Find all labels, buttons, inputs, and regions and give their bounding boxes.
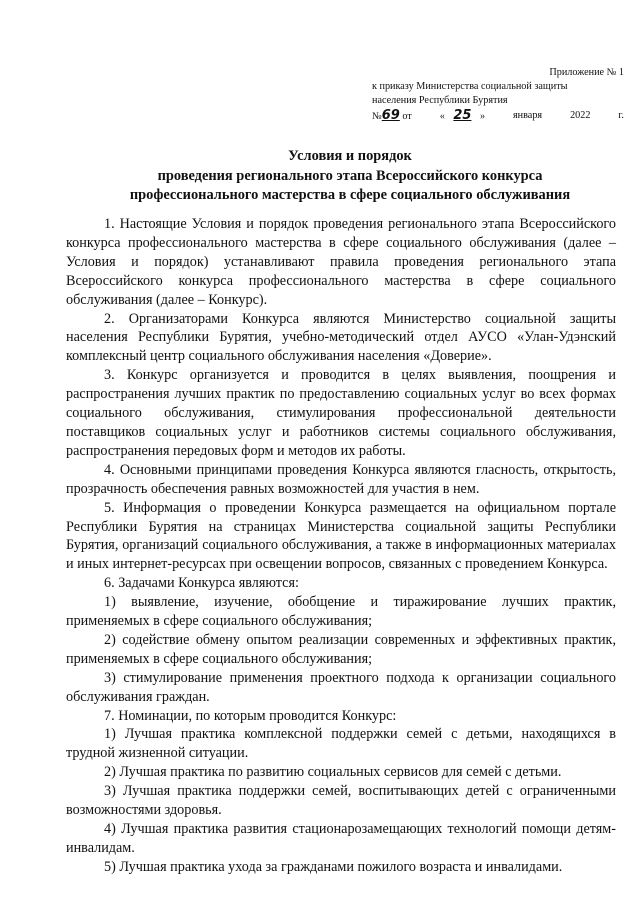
appendix-block bbox=[372, 66, 624, 124]
list-item: 1) выявление, изучение, обобщение и тиражирование лучших практик, применяемых в сфере социального обслуживания; bbox=[66, 594, 616, 630]
appendix-label: Приложение № 1 bbox=[549, 67, 624, 78]
order-from: от bbox=[402, 111, 412, 122]
paragraph: 2. Организаторами Конкурса являются Министерство социальной защиты населения Республики Бурятия, учебно-методический отдел АУСО «Улан-Удэнский комплексный центр социального обслуживания населения «Доверие». bbox=[66, 310, 616, 365]
list-item: 2) Лучшая практика по развитию социальных сервисов для семей с детьми. bbox=[104, 764, 562, 781]
paragraph: 1. Настоящие Условия и порядок проведения регионального этапа Всероссийского конкурса профессионального мастерства в сфере социального обслуживания (далее – Условия и порядок) устанавливают правила проведения регионального этапа Всероссийского конкурса профессионального мастерства в сфере социального обслуживания (далее – Конкурс). bbox=[66, 216, 616, 308]
order-day: 25 bbox=[453, 108, 472, 123]
paragraph: 6. Задачами Конкурса являются: bbox=[104, 575, 299, 592]
list-item: 2) содействие обмену опытом реализации современных и эффективных практик, применяемых в сфере социального обслуживания; bbox=[66, 631, 616, 667]
order-month: января bbox=[512, 110, 543, 121]
order-number-group bbox=[372, 109, 412, 124]
document-title bbox=[70, 147, 630, 206]
order-day-group bbox=[440, 109, 485, 124]
paragraph: 7. Номинации, по которым проводится Конкурс: bbox=[104, 707, 397, 724]
order-day-close: » bbox=[479, 111, 486, 122]
title-line-3: профессионального мастерства в сфере социального обслуживания bbox=[129, 187, 571, 203]
paragraph: 5. Информация о проведении Конкурса размещается на официальном портале Республики Бурятия на страницах Министерства социальной защиты Республики Бурятия, организаций социального обслуживания, а также в информационных материалах и иных интернет-ресурсах при освещении вопросов, связанных с проведением Конкурса. bbox=[66, 499, 616, 573]
order-day-open: « bbox=[439, 111, 445, 122]
list-item: 4) Лучшая практика развития стационарозамещающих технологий помощи детям-инвалидам. bbox=[66, 821, 616, 856]
list-item: 1) Лучшая практика комплексной поддержки семей с детьми, находящихся в трудной жизненной ситуации. bbox=[66, 726, 616, 762]
order-year-suffix: г. bbox=[618, 110, 624, 121]
appendix-line-2: населения Республики Бурятия bbox=[372, 95, 508, 106]
paragraph: 3. Конкурс организуется и проводится в целях выявления, поощрения и распространения лучших практик по предоставлению социальных услуг во всех формах социального обслуживания, стимулирования профессиональной деятельности поставщиков социальных услуг и работников системы социального обслуживания, распространения передовых форм и методов их работы. bbox=[66, 367, 616, 459]
order-number: 69 bbox=[381, 108, 400, 123]
list-item: 3) Лучшая практика поддержки семей, воспитывающих детей с ограниченными возможностями здоровья. bbox=[66, 783, 616, 819]
paragraph: 4. Основными принципами проведения Конкурса являются гласность, открытость, прозрачность обеспечения равных возможностей для участия в нем. bbox=[66, 461, 616, 497]
appendix-line-1: к приказу Министерства социальной защиты bbox=[372, 81, 568, 92]
list-item: 5) Лучшая практика ухода за гражданами пожилого возраста и инвалидами. bbox=[104, 858, 563, 875]
document-body bbox=[66, 215, 616, 877]
order-number-line bbox=[372, 109, 624, 124]
order-year: 2022 bbox=[570, 110, 591, 121]
title-line-2: проведения регионального этапа Всероссийского конкурса bbox=[157, 167, 543, 184]
title-line-1: Условия и порядок bbox=[288, 148, 412, 164]
order-number-prefix: № bbox=[372, 111, 382, 122]
list-item: 3) стимулирование применения проектного подхода к организации социального обслуживания граждан. bbox=[66, 669, 616, 705]
